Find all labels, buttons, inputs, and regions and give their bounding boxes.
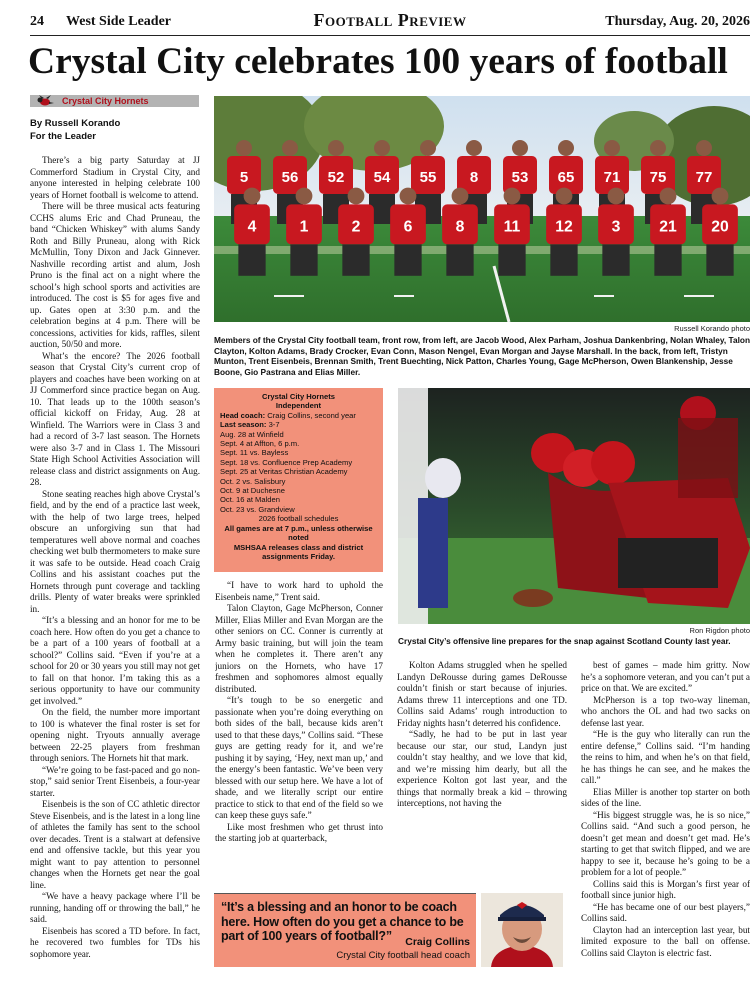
- jersey-number: 21: [659, 218, 677, 236]
- jersey-number: 20: [711, 218, 729, 236]
- article-column-1: [30, 155, 200, 975]
- issue-date: Thursday, Aug. 20, 2026: [605, 14, 750, 29]
- pull-quote-name: Craig Collins: [405, 936, 470, 948]
- article-paragraph: Kolton Adams struggled when he spelled Landyn DeRousse during games DeRousse couldn’t finish or start because of injuries. Adams threw 11 interceptions and one TD. Collins said Adams’ rough introduction to Friday nights hasn’t deterred his confidence.: [397, 660, 567, 728]
- publication-name: West Side Leader: [66, 14, 171, 29]
- jersey-number: 12: [555, 218, 573, 236]
- jersey-number: 1: [299, 218, 309, 236]
- team-photo-caption: Members of the Crystal City football team, front row, from left, are Jacob Wood, Alex Parham, Joshua Dankenbring, Nolan Whaley, Talon Clayton, Kolton Adams, Brady Crocker, Evan Conn, Mason Nengel, Evan Morgan and Jayse Marshall. In the back, from left, Tristyn Munton, Trent Eisenbeis, Brennan Smith, Trent Buechting, Nick Patton, Charles Young, Gage McPherson, Owen Blankenship, Jesse Boone, Gio Pastrana and Elias Miller.: [214, 335, 751, 377]
- article-paragraph: Elias Miller is another top starter on both sides of the line.: [581, 786, 750, 808]
- article-paragraph: Talon Clayton, Gage McPherson, Conner Miller, Elias Miller and Evan Morgan are the other seniors on CC. Conner is currently at Army basic training, but will join the team when he completes it. There aren’t any juniors on the Hornets, who have 17 freshmen and sophomores almost equally distributed.: [215, 603, 383, 694]
- article-paragraph: “We’re going to be fast-paced and go non-stop,” said senior Trent Eisenbeis, a four-year starter.: [30, 764, 200, 798]
- article-paragraph: Eisenbeis is the son of CC athletic director Steve Eisenbeis, and is the latest in a long line of athletes the family has sent to the school over decades. Trent is a stalwart at defensive end and offensive tackle, but this year you might want to pay attention to personnel changes when the Hornets get near the goal line.: [30, 799, 200, 890]
- sidebar-last-season: Last season: 3-7: [220, 420, 280, 430]
- article-paragraph: On the field, the number more important to 100 is whatever the final roster is set for opening night. Tryouts annually average between 22-25 players from freshman through seniors. The Hornets hit that mark.: [30, 707, 200, 763]
- article-paragraph: “I have to work hard to uphold the Eisenbeis name,” Trent said.: [215, 580, 383, 602]
- pull-quote-role: Crystal City football head coach: [336, 950, 470, 961]
- schedule-item: 2026 football schedules: [258, 514, 339, 524]
- team-photo-credit: Russell Korando photo: [674, 324, 750, 333]
- schedule-item: Sept. 25 at Veritas Christian Academy: [220, 467, 348, 477]
- schedule-item: Sept. 18 vs. Confluence Prep Academy: [220, 457, 353, 467]
- article-paragraph: “Sadly, he had to be put in last year because our star, our stud, Landyn just couldn’t stay healthy, and we love that kid, and we’re missing him dearly, but all the experience Kolton got last year, and the things that normally break a kid – throwing interceptions, not having the: [397, 729, 567, 808]
- pull-quote-text: “It’s a blessing and an honor to be coach here. How often do you get a chance to be part of 100 years of football?”: [221, 900, 464, 943]
- page-number: 24: [30, 14, 44, 29]
- schedule-item: Aug. 28 at Winfield: [220, 429, 284, 439]
- schedule-sidebar: [214, 388, 383, 572]
- article-paragraph: Like most freshmen who get thrust into the starting job at quarterback,: [215, 821, 383, 843]
- article-paragraph: There will be three musical acts featuring CCHS alums Eric and Chad Pruneau, the band “Chicken Whiskey” with alums Sandy Roth and Billy Pruneau, along with Rick McMullin, Tony Dixon and Jack Ginnever. Nashville recording artist and alum, Josh Pruno is the final act on a night where the school’s high school sports and activities are introduced. The cost is $5 for ages five and up. Gates open at 3:30 p.m. and the celebration begins at 4 p.m. There will be concessions, activities for kids, raffles, silent auction, 50/50 and more.: [30, 201, 200, 349]
- jersey-number: 3: [611, 218, 621, 236]
- sidebar-team: Crystal City Hornets: [261, 392, 335, 401]
- sidebar-status: Independent: [275, 401, 322, 411]
- jersey-number: 75: [649, 169, 667, 186]
- sidebar-schedule: [220, 430, 377, 524]
- pull-quote: [214, 893, 476, 967]
- coach-headshot: [481, 893, 563, 967]
- jersey-number: 65: [557, 169, 575, 186]
- team-tag: [30, 95, 199, 107]
- jersey-number: 77: [695, 169, 713, 186]
- jersey-number: 55: [419, 169, 437, 186]
- article-paragraph: “His biggest struggle was, he is so nice,” Collins said. “And such a good person, he doesn’t get mean and doesn’t get mad. He’s starting to get that switch flipped, and we are happy to see it, because he’s going to be a problem for a lot of people.”: [581, 809, 750, 877]
- sidebar-coach: Head coach: Craig Collins, second year: [220, 410, 356, 420]
- jersey-number: 52: [327, 169, 345, 186]
- jersey-number: 8: [469, 169, 479, 186]
- article-paragraph: “We have a heavy package where I’ll be running, handing off or throwing the ball,” he said.: [30, 891, 200, 924]
- action-photo-credit: Ron Rigdon photo: [689, 626, 750, 635]
- article-column-2: [215, 580, 383, 880]
- article-paragraph: Stone seating reaches high above Crystal’s field, and by the end of a practice last week, with the help of two large trees, helped obscure an unforgiving sun that had temperatures well above normal and coaches checking wet bulb thermometers to make sure it was safe to be outside. Head coach Craig Collins and his assistant coaches put the Hornets through punt coverage and tackling drills. Plenty of water breaks were sprinkled in.: [30, 488, 200, 614]
- article-paragraph: Eisenbeis has scored a TD before. In fact, he recovered two fumbles for TDs his sophomore year.: [30, 925, 200, 959]
- article-paragraph: What’s the encore? The 2026 football season that Crystal City’s current crop of players and coaches have been working on at JJ Commerford since practice began on Aug. 10. That leads up to the 100th season’s official kickoff on Friday, Aug. 28 at Winfield. The Warriors were in Class 3 and had a record of 3-7 last season. The Hornets were also 3-7 and in Class 1. The Missouri State High School Activities Association will release class and district assignments on Aug. 28.: [30, 350, 200, 487]
- jersey-number: 6: [403, 218, 413, 236]
- article-paragraph: Clayton had an interception last year, but limited exposure to the ball on offense. Collins said Clayton is electric fast.: [581, 924, 750, 958]
- schedule-item: Oct. 16 at Malden: [220, 495, 280, 505]
- article-paragraph: “It’s tough to be so energetic and passionate when you’re doing everything on both sides of the ball, because kids aren’t used to that these days,” Collins said. “These guys are getting ready for it, and we’re pushing it by saying, ‘Hey, next man up,’ and the energy’s been fantastic. We’ve been very blessed with our setup here. We have a lot of shade, and we literally script our entire practice to stick to that end of the field so we can keep these guys safe.”: [215, 695, 383, 820]
- schedule-item: Oct. 9 at Duchesne: [220, 486, 286, 496]
- team-tag-label: Crystal City Hornets: [62, 96, 149, 106]
- hornet-logo-icon: [36, 95, 54, 111]
- byline-author: By Russell Korando: [30, 118, 121, 129]
- jersey-number: 2: [351, 218, 361, 236]
- headline: Crystal City celebrates 100 years of football: [28, 41, 728, 82]
- jersey-number: 4: [247, 218, 257, 236]
- schedule-item: Oct. 23 vs. Grandview: [220, 504, 295, 514]
- jersey-number: 53: [511, 169, 529, 186]
- article-paragraph: Collins said this is Morgan’s first year of football since junior high.: [581, 878, 750, 900]
- article-column-4: [581, 660, 750, 980]
- jersey-number: 54: [373, 169, 391, 186]
- masthead: [30, 8, 750, 36]
- section-title: Football Preview: [313, 10, 467, 30]
- article-paragraph: There’s a big party Saturday at JJ Commerford Stadium in Crystal City, and anyone interested in helping celebrate 100 years of Hornet football is welcome to attend.: [30, 155, 200, 200]
- article-paragraph: “It’s a blessing and an honor for me to be coach here. How often do you get a chance to be a part of a 100 years of football at a school?” Collins said. “Even if you’re at a school for 20 or 30 years you still may not get to fall on that honor. I’m taking this as a serious opportunity to have our community get involved.”: [30, 615, 200, 706]
- jersey-number: 8: [455, 218, 465, 236]
- sidebar-note: All games are at 7 p.m., unless otherwise noted: [224, 523, 373, 543]
- jersey-number: 56: [281, 169, 299, 186]
- action-photo: [398, 388, 750, 624]
- article-paragraph: McPherson is a top two-way lineman, who anchors the OL and had two sacks on defense last year.: [581, 694, 750, 728]
- schedule-item: Sept. 11 vs. Bayless: [220, 448, 289, 458]
- jersey-number: 5: [239, 169, 249, 186]
- article-paragraph: “He is the guy who literally can run the entire defense,” Collins said. “I’m handing the reins to him, and when he’s on that field, he has things he can see, and he makes the call.”: [581, 729, 750, 785]
- schedule-item: Sept. 4 at Affton, 6 p.m.: [220, 439, 300, 449]
- action-photo-caption: Crystal City’s offensive line prepares for the snap against Scotland County last year.: [398, 636, 731, 646]
- byline-affiliation: For the Leader: [30, 131, 96, 142]
- sidebar-footer: MSHSAA releases class and district assignments Friday.: [233, 542, 364, 561]
- jersey-number: 11: [503, 218, 521, 236]
- article-paragraph: best of games – made him gritty. Now he’s a sophomore veteran, and you can’t put a price on that. We are excited.”: [581, 660, 750, 693]
- article-paragraph: “He has became one of our best players,” Collins said.: [581, 901, 750, 923]
- byline: [30, 117, 200, 143]
- schedule-item: Oct. 2 vs. Salisbury: [220, 476, 286, 486]
- jersey-number: 71: [603, 169, 621, 186]
- team-photo: [214, 96, 750, 322]
